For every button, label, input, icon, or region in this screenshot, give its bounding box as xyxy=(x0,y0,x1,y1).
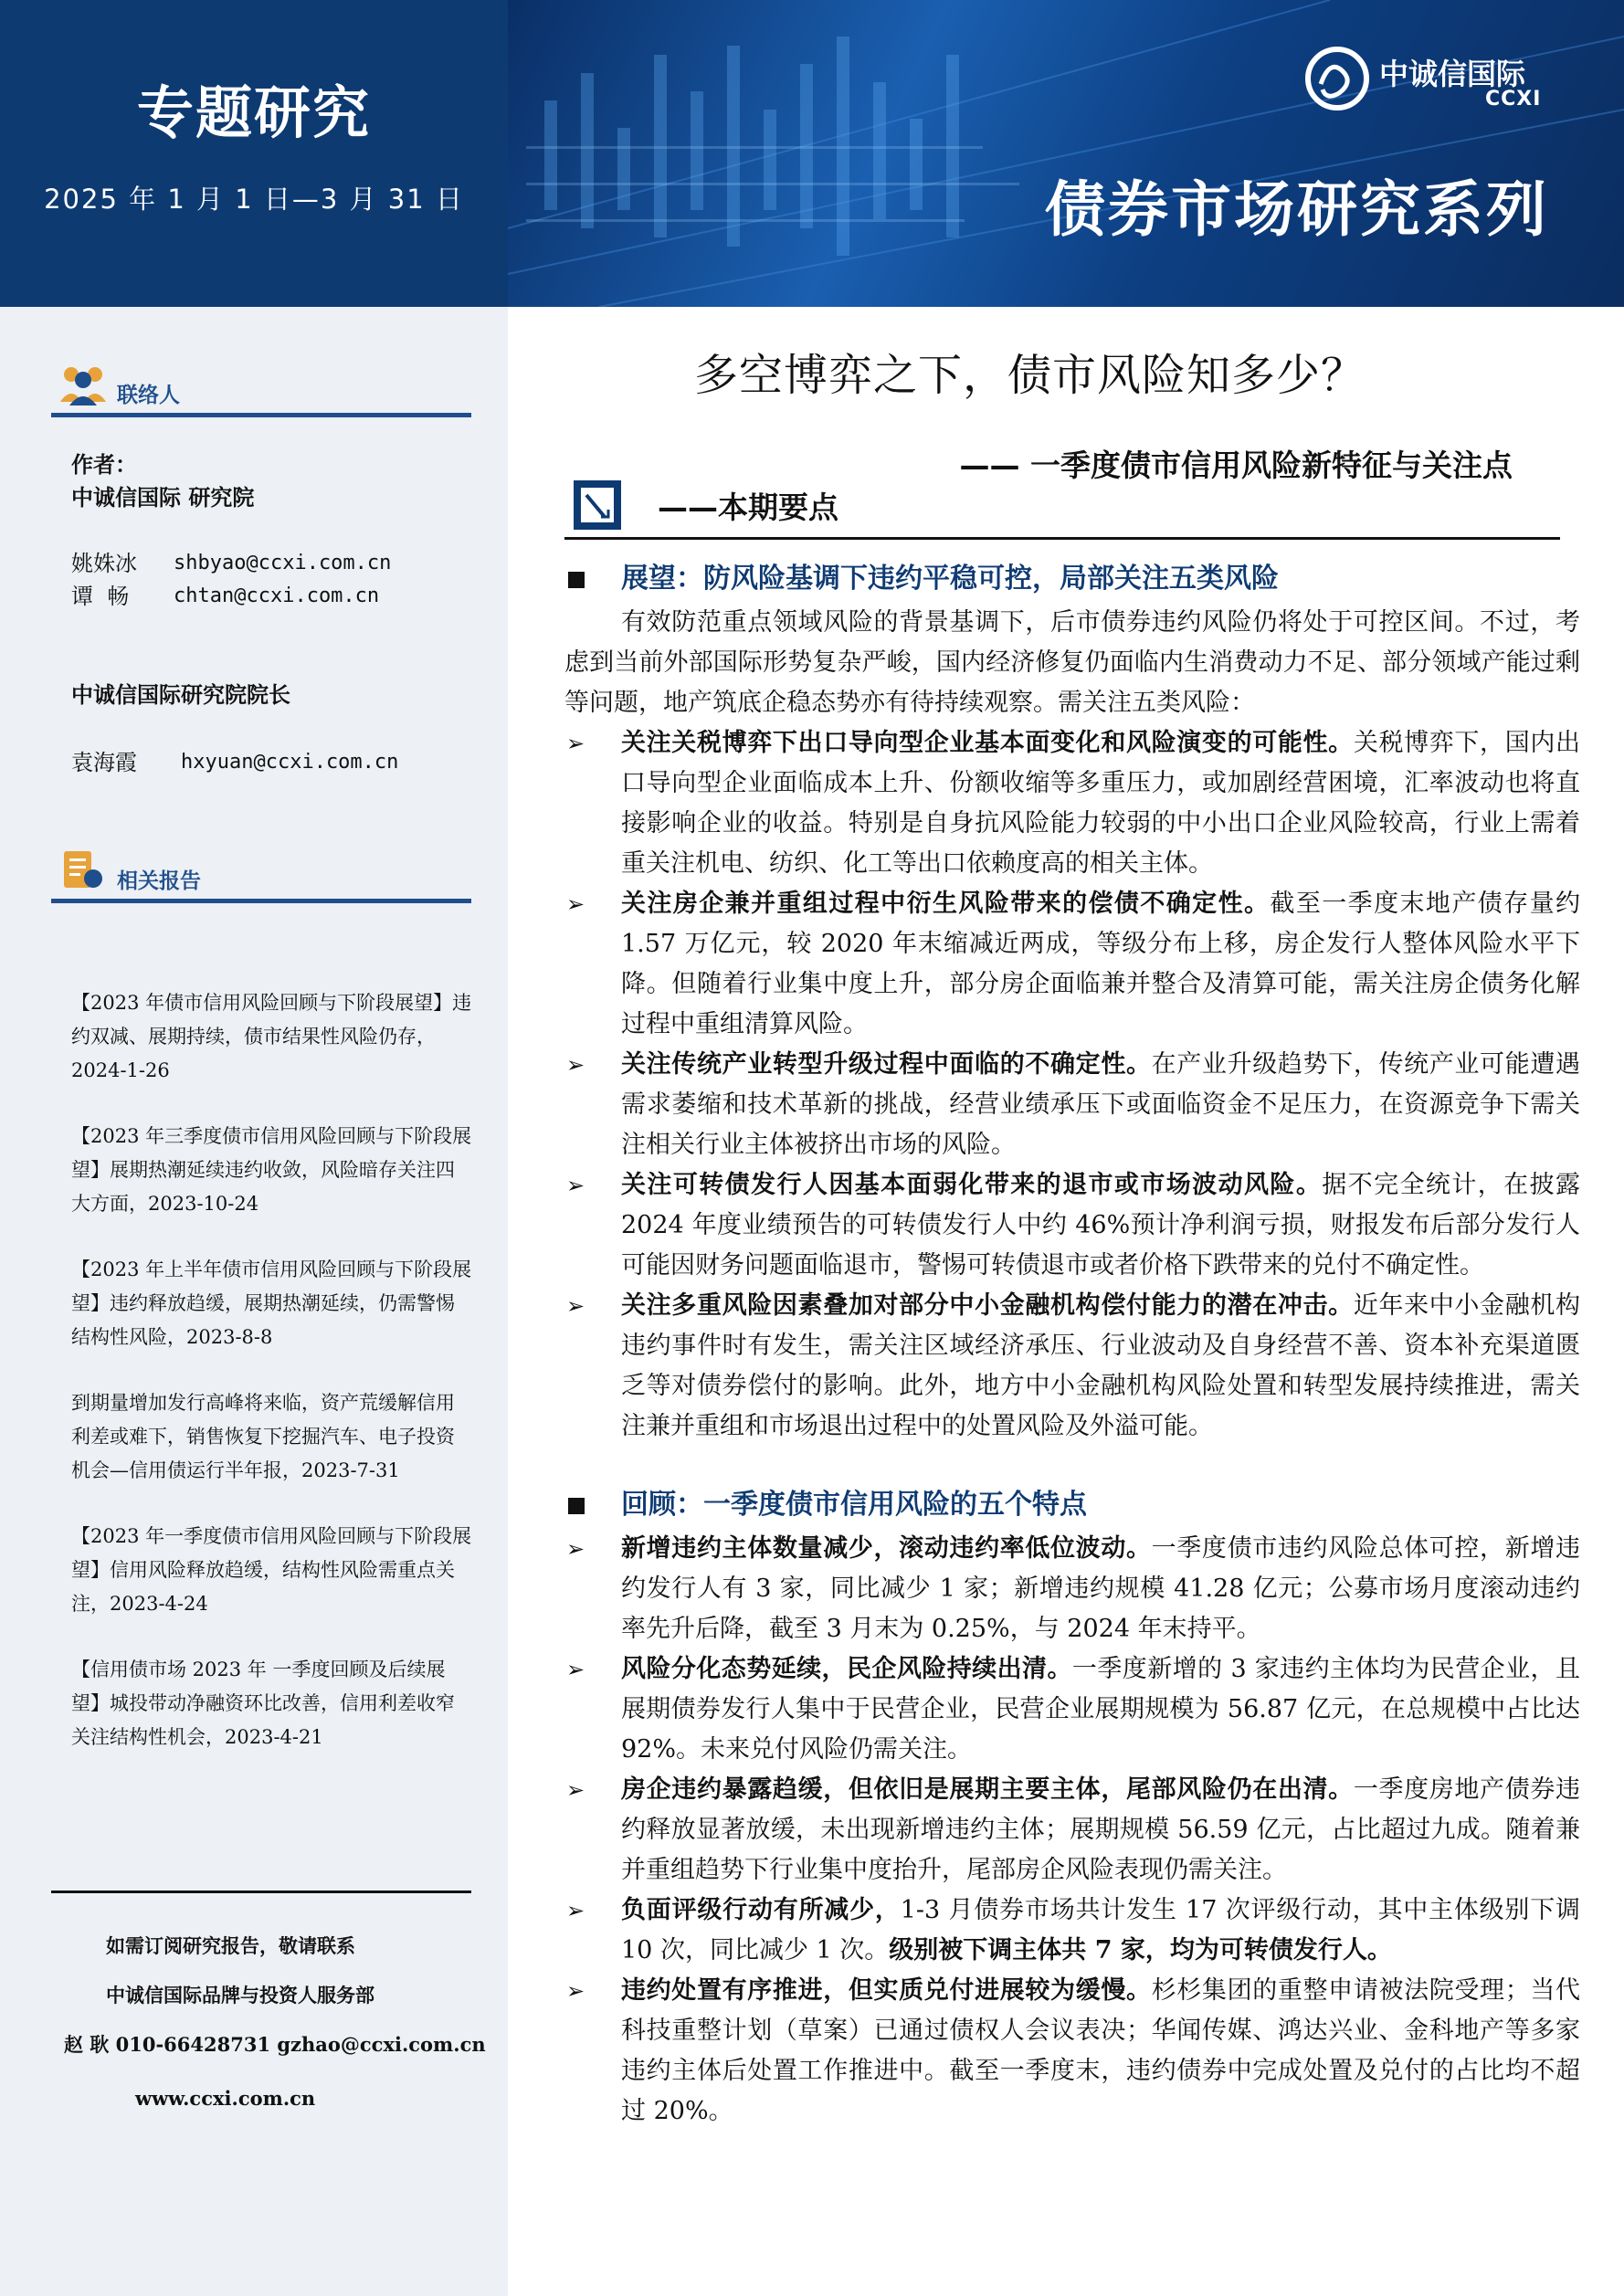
contact-block xyxy=(51,1891,486,2110)
arrow-bullet-icon: ➢ xyxy=(566,1777,585,1803)
outlook-section xyxy=(564,559,1580,1447)
contact-line: 中诚信国际品牌与投资人服务部 xyxy=(106,1984,374,2006)
report-title: 多空博弈之下，债市风险知多少？ xyxy=(694,350,1366,401)
related-reports-list xyxy=(71,986,473,1786)
ccxi-logo xyxy=(1302,44,1558,117)
author-email[interactable]: chtan@ccxi.com.cn xyxy=(174,585,380,607)
list-item: ➢ 关注可转债发行人因基本面弱化带来的退市或市场波动风险。据不完全统计，在披露 2024 年度业绩预告的可转债发行人中约 46%预计净利润亏损，财报发布后部分发行人可能因财务问题面临退市，警惕可转债退市或者价格下跌带来的兑付不确定性。 xyxy=(564,1165,1580,1286)
report-list-icon xyxy=(58,848,108,893)
arrow-bullet-icon: ➢ xyxy=(566,1052,585,1078)
related-report-item[interactable]: 【信用债市场 2023 年 一季度回顾及后续展望】城投带动净融资环比改善，信用利差收窄关注结构性机会，2023-4-21 xyxy=(71,1659,455,1748)
arrow-bullet-icon: ➢ xyxy=(566,731,585,756)
related-report-item[interactable]: 【2023 年上半年债市信用风险回顾与下阶段展望】违约释放趋缓，展期热潮延续，仍需警惕结构性风险，2023-8-8 xyxy=(71,1259,472,1348)
contacts-heading xyxy=(51,362,471,417)
director-title: 中诚信国际研究院院长 xyxy=(71,681,290,708)
header-left-panel xyxy=(0,0,508,307)
report-date-range: 2025 年 1 月 1 日—3 月 31 日 xyxy=(44,184,464,215)
document-icon xyxy=(568,477,628,533)
author-name: 谭 畅 xyxy=(71,584,130,609)
related-heading xyxy=(51,848,471,903)
square-bullet-icon xyxy=(568,1498,585,1514)
logo-abbr: CCXI xyxy=(1485,88,1542,111)
website-link[interactable]: www.ccxi.com.cn xyxy=(135,2087,316,2110)
list-item: ➢ 关注多重风险因素叠加对部分中小金融机构偿付能力的潜在冲击。近年来中小金融机构违约事件时有发生，需关注区域经济承压、行业波动及自身经营不善、资本补充渠道匮乏等对债券偿付的影响。此外，地方中小金融机构风险处置和转型发展持续推进，需关注兼并重组和市场退出过程中的处置风险及外溢可能。 xyxy=(564,1286,1580,1447)
arrow-bullet-icon: ➢ xyxy=(566,1293,585,1319)
list-item: ➢ 关注关税博弈下出口导向型企业基本面变化和风险演变的可能性。关税博弈下，国内出口导向型企业面临成本上升、份额收缩等多重压力，或加剧经营困境，汇率波动也将直接影响企业的收益。特别是自身抗风险能力较弱的中小出口企业风险较高，行业上需着重关注机电、纺织、化工等出口依赖度高的相关主体。 xyxy=(564,723,1580,884)
section-heading: 展望：防风险基调下违约平稳可控，局部关注五类风险 xyxy=(564,559,1580,601)
arrow-bullet-icon: ➢ xyxy=(566,1898,585,1923)
ccxi-logo-icon xyxy=(1302,44,1372,113)
series-title: 债券市场研究系列 xyxy=(1045,174,1549,245)
author-name: 姚姝冰 xyxy=(71,551,137,576)
section-intro: 有效防范重点领域风险的背景基调下，后市债券违约风险仍将处于可控区间。不过，考虑到当前外部国际形势复杂严峻，国内经济修复仍面临内生消费动力不足、部分领域产能过剩等问题，地产筑底企稳态势亦有待持续观察。需关注五类风险： xyxy=(564,608,1580,717)
arrow-bullet-icon: ➢ xyxy=(566,891,585,917)
review-section xyxy=(564,1485,1580,2132)
director-name: 袁海霞 xyxy=(71,750,137,775)
arrow-bullet-icon: ➢ xyxy=(566,1978,585,2004)
report-category: 专题研究 xyxy=(136,79,371,146)
author-label: 作者： xyxy=(71,451,137,478)
contacts-label: 联络人 xyxy=(117,384,180,407)
key-points-header xyxy=(564,477,1560,540)
list-item: ➢ 新增违约主体数量减少，滚动违约率低位波动。一季度债市违约风险总体可控，新增违约发行人有 3 家，同比减少 1 家；新增违约规模 41.28 亿元；公募市场月度滚动违约率先升后降，截至 3 月末为 0.25%，与 2024 年末持平。 xyxy=(564,1529,1580,1649)
header-banner xyxy=(508,0,1624,307)
list-item: ➢ 违约处置有序推进，但实质兑付进展较为缓慢。杉杉集团的重整申请被法院受理；当代科技重整计划（草案）已通过债权人会议表决；华闻传媒、鸿达兴业、金科地产等多家违约主体后处置工作推进中。截至一季度末，违约债券中完成处置及兑付的占比均不超过 20%。 xyxy=(564,1971,1580,2132)
arrow-bullet-icon: ➢ xyxy=(566,1657,585,1682)
contact-line: 如需订阅研究报告，敬请联系 xyxy=(106,1934,355,1957)
author-email[interactable]: shbyao@ccxi.com.cn xyxy=(174,552,392,574)
related-report-item[interactable]: 到期量增加发行高峰将来临，资产荒缓解信用利差或难下，销售恢复下挖掘汽车、电子投资机会—信用债运行半年报，2023-7-31 xyxy=(71,1392,455,1481)
key-points-label: ——本期要点 xyxy=(658,490,838,525)
related-report-item[interactable]: 【2023 年债市信用风险回顾与下阶段展望】违约双减、展期持续，债市结果性风险仍存，2024-1-26 xyxy=(71,992,472,1081)
arrow-bullet-icon: ➢ xyxy=(566,1536,585,1562)
list-item: ➢ 房企违约暴露趋缓，但依旧是展期主要主体，尾部风险仍在出清。一季度房地产债券违约释放显著放缓，未出现新增违约主体；展期规模 56.59 亿元，占比超过九成。随着兼并重组趋势下行业集中度抬升，尾部房企风险表现仍需关注。 xyxy=(564,1770,1580,1891)
director-email[interactable]: hxyuan@ccxi.com.cn xyxy=(181,751,399,774)
square-bullet-icon xyxy=(568,572,585,588)
related-report-item[interactable]: 【2023 年一季度债市信用风险回顾与下阶段展望】信用风险释放趋缓，结构性风险需重点关注，2023-4-24 xyxy=(71,1525,472,1615)
section-heading: 回顾：一季度债市信用风险的五个特点 xyxy=(564,1485,1580,1527)
arrow-bullet-icon: ➢ xyxy=(566,1173,585,1198)
list-item: ➢ 风险分化态势延续，民企风险持续出清。一季度新增的 3 家违约主体均为民营企业，且展期债券发行人集中于民营企业，民营企业展期规模为 56.87 亿元，在总规模中占比达 92%。未来兑付风险仍需关注。 xyxy=(564,1649,1580,1770)
list-item: ➢ 关注传统产业转型升级过程中面临的不确定性。在产业升级趋势下，传统产业可能遭遇需求萎缩和技术革新的挑战，经营业绩承压下或面临资金不足压力，在资源竞争下需关注相关行业主体被挤出市场的风险。 xyxy=(564,1045,1580,1165)
list-item: ➢ 负面评级行动有所减少，1-3 月债券市场共计发生 17 次评级行动，其中主体级别下调 10 次，同比减少 1 次。级别被下调主体共 7 家，均为可转债发行人。 xyxy=(564,1891,1580,1971)
contact-line: 赵 耿 010-66428731 gzhao@ccxi.com.cn xyxy=(64,2033,486,2056)
related-label: 相关报告 xyxy=(117,869,201,893)
logo-name: 中诚信国际 xyxy=(1379,57,1526,91)
author-org: 中诚信国际 研究院 xyxy=(71,484,255,511)
people-icon xyxy=(58,362,108,407)
related-report-item[interactable]: 【2023 年三季度债市信用风险回顾与下阶段展望】展期热潮延续违约收敛，风险暗存关注四大方面，2023-10-24 xyxy=(71,1125,472,1215)
list-item: ➢ 关注房企兼并重组过程中衍生风险带来的偿债不确定性。截至一季度末地产债存量约 1.57 万亿元，较 2020 年末缩减近两成，等级分布上移，房企发行人整体风险水平下降。但随着行业集中度上升，部分房企面临兼并整合及清算可能，需关注房企债务化解过程中重组清算风险。 xyxy=(564,884,1580,1045)
report-subtitle: —— 一季度债市信用风险新特征与关注点 xyxy=(959,448,1513,483)
